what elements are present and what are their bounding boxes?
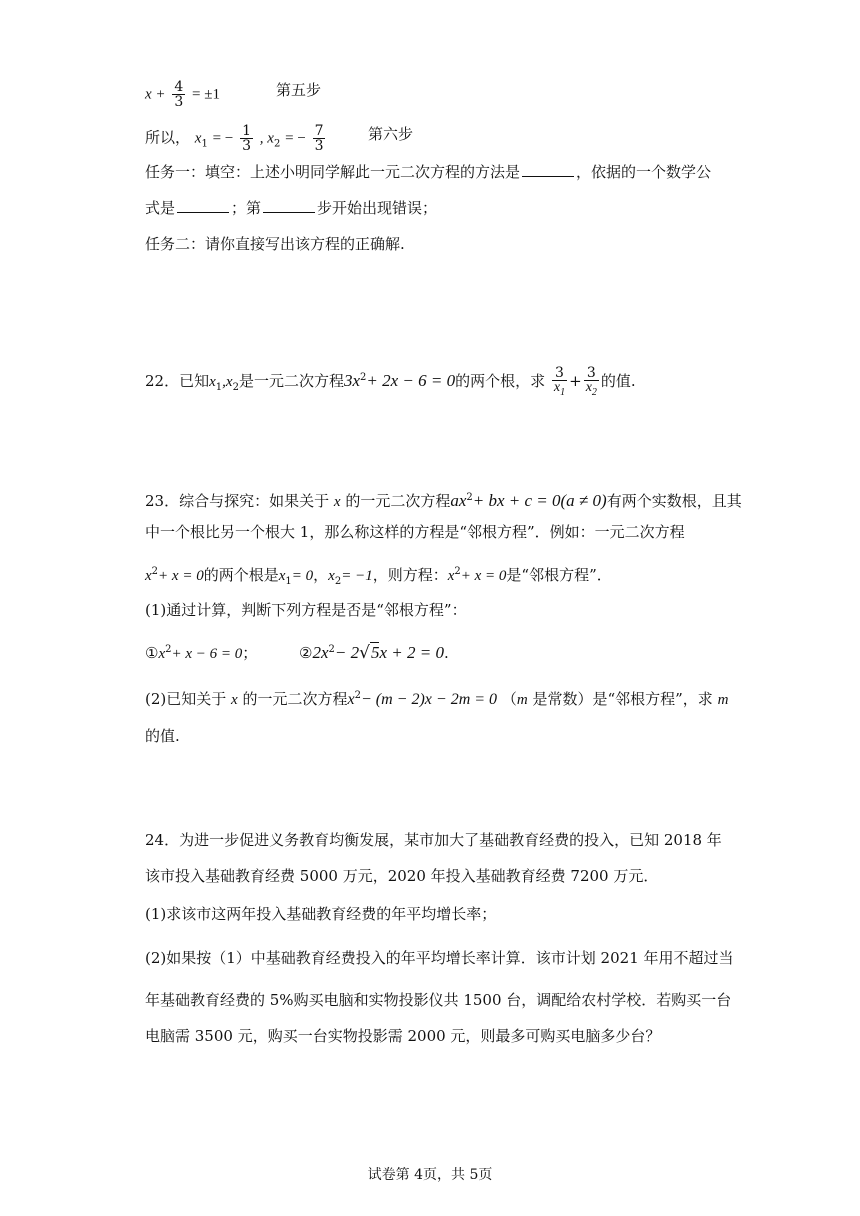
step6-eq2: = −	[285, 130, 306, 147]
q23-p2-m2: m	[717, 692, 729, 708]
q23-e2-a: 2x	[312, 643, 329, 662]
q23-l3-x1-val: = 0	[291, 568, 314, 584]
q24-part2-line2: 年基础教育经费的 5%购买电脑和实物投影仪共 1500 台，调配给农村学校．若购买一台	[145, 991, 732, 1009]
task1-text-d: ；第	[231, 199, 262, 217]
question-22	[145, 366, 636, 398]
q23-p2-text-a: (2)已知关于	[145, 690, 227, 708]
step5-eq-prefix: x +	[145, 86, 166, 103]
q23-text-b: 的一元二次方程	[345, 492, 451, 510]
q23-p2-text-d: 是常数）是“邻根方程”，求	[532, 690, 713, 708]
q23-equation-1	[145, 640, 257, 664]
q23-part2-line2: 的值.	[145, 727, 180, 745]
step5-frac-num: 4	[174, 79, 184, 95]
step5-frac-den: 3	[174, 94, 184, 110]
q23-l3-eq3-rest: + x = 0	[460, 568, 507, 584]
q23-p2-text-b: 的一元二次方程	[242, 690, 348, 708]
q23-l3-text-d: 是“邻根方程”．	[506, 566, 612, 584]
task1-line2	[145, 198, 437, 218]
q23-e1-sq: 2	[165, 644, 172, 655]
step6-label: 第六步	[368, 125, 414, 143]
task1-text-e: 步开始出现错误；	[317, 199, 438, 217]
q22-f1-num: 3	[555, 365, 564, 381]
q23-l3-x2-val: = −1	[341, 568, 373, 584]
page-footer: 试卷第 4页，共 5页	[367, 1167, 493, 1183]
step6-x1: x	[194, 130, 202, 147]
q22-text-c: 的两个根，求	[455, 371, 546, 390]
q22-f1-den-sub: 1	[560, 386, 566, 398]
q23-l3-eq-sq: 2	[151, 566, 159, 577]
q23-line3	[145, 562, 612, 592]
answer-blank-method[interactable]	[522, 162, 574, 177]
task1-text-b: ，依据的一个数学公	[576, 163, 712, 181]
q22-text-d: 的值.	[600, 371, 636, 390]
step6-x2-sub: 2	[273, 138, 281, 150]
task2-line: 任务二：请你直接写出该方程的正确解.	[145, 235, 405, 253]
q22-f1-den	[552, 380, 567, 398]
q24-part2-line3: 电脑需 3500 元，购买一台实物投影需 2000 元，则最多可购买电脑多少台？	[145, 1027, 661, 1045]
step6-fraction-1	[240, 124, 253, 153]
q23-p2-m: m	[516, 692, 528, 708]
q22-eq-a: 3x	[343, 370, 360, 390]
answer-blank-formula[interactable]	[177, 198, 229, 213]
q23-l3-text-a: 的两个根是	[203, 566, 279, 584]
q22-fraction-1	[552, 366, 567, 398]
q23-text-a: 23．综合与探究：如果关于	[145, 492, 330, 510]
q23-e2-c: x + 2 = 0	[379, 643, 444, 662]
q22-x2: ,x	[222, 373, 233, 390]
q22-fraction-2	[584, 366, 599, 398]
q23-eq-a: ax	[450, 491, 467, 510]
step6-fraction-2	[313, 124, 326, 153]
q23-p2-x: x	[231, 692, 238, 708]
step6-x2: , x	[259, 130, 274, 147]
step5-line	[145, 80, 220, 109]
q22-f2-den-sub: 2	[591, 386, 597, 398]
step6-f2-num: 7	[314, 123, 324, 139]
step6-prefix: 所以，	[145, 128, 191, 147]
q22-x1: x	[209, 373, 216, 390]
q23-p2-eq-rest: − (m − 2)x − 2m = 0	[360, 691, 498, 708]
q23-p2-eq-x: x	[347, 691, 355, 708]
step6-f2-den: 3	[314, 138, 324, 154]
q23-e2-b: − 2	[334, 643, 360, 662]
q23-l3-x2-sub: 2	[334, 576, 342, 587]
step5-fraction	[172, 80, 185, 109]
q23-eq-sq: 2	[466, 492, 473, 503]
q23-eq-b: + bx + c = 0(a ≠ 0)	[472, 491, 607, 510]
q23-line1	[145, 488, 742, 512]
q22-x2-sub: 2	[232, 381, 239, 393]
q23-e1-mark: ①	[145, 644, 159, 662]
step5-label: 第五步	[276, 81, 322, 99]
step5-eq-suffix: = ±1	[192, 86, 220, 103]
q23-part1: (1)通过计算，判断下列方程是否是“邻根方程”：	[145, 601, 467, 619]
q23-l3-x1-sub: 1	[285, 576, 292, 587]
q23-e2-end: .	[443, 644, 449, 662]
step6-f1-den: 3	[242, 138, 251, 154]
q23-l3-x2: x	[328, 568, 335, 584]
q23-e2-mark: ②	[299, 644, 313, 662]
q23-l3-text-c: ，则方程：	[372, 566, 448, 584]
step6-eq1: = −	[212, 130, 234, 147]
q23-x: x	[333, 494, 341, 510]
task1-text-c: 式是	[145, 199, 176, 217]
q22-f2-den	[584, 380, 599, 398]
q23-part2-line1	[145, 686, 728, 710]
q23-p2-eq-sq: 2	[354, 690, 361, 701]
q24-part2-line1: (2)如果按（1）中基础教育经费投入的年平均增长率计算．该市计划 2021 年用不超过当	[145, 949, 734, 967]
q23-l3-eq-rest: + x = 0	[158, 568, 204, 584]
q23-l3-eq-x: x	[145, 568, 152, 584]
q23-text-c: 有两个实数根，且其	[606, 492, 742, 510]
q23-l3-text-b: ，	[313, 566, 329, 584]
q23-equation-2	[299, 640, 449, 663]
q23-e2-sqrt-sign: √	[359, 643, 370, 663]
answer-blank-step[interactable]	[263, 198, 315, 213]
q24-line1: 24．为进一步促进义务教育均衡发展，某市加大了基础教育经费的投入，已知 2018 年	[145, 831, 722, 849]
q23-p2-text-c: （	[501, 690, 517, 708]
step6-line	[145, 124, 327, 155]
q22-text-b: 是一元二次方程	[238, 371, 344, 390]
q22-plus: +	[569, 371, 582, 390]
q23-l3-x1: x	[278, 568, 286, 584]
q23-e1-rest: + x − 6 = 0	[171, 646, 243, 662]
q23-l3-eq3-x: x	[447, 568, 455, 584]
q22-eq-sq: 2	[360, 371, 367, 383]
q22-eq-b: + 2x − 6 = 0	[366, 370, 456, 390]
q22-x1-sub: 1	[215, 381, 223, 393]
q23-line2: 中一个根比另一个根大 1，那么称这样的方程是“邻根方程”．例如：一元二次方程	[145, 523, 685, 541]
q23-e2-root: 5	[370, 643, 380, 662]
step6-x1-sub: 1	[201, 138, 208, 150]
q23-e1-end: ；	[242, 644, 258, 662]
q24-part1: (1)求该市这两年投入基础教育经费的年平均增长率；	[145, 905, 497, 923]
task1-line1	[145, 162, 711, 182]
q23-e1-x: x	[158, 646, 166, 662]
q22-text-a: 22．已知	[145, 371, 210, 390]
q23-l3-eq3-sq: 2	[454, 566, 461, 577]
q22-f2-den-x: x	[585, 380, 592, 395]
q24-line2: 该市投入基础教育经费 5000 万元，2020 年投入基础教育经费 7200 万元．	[145, 867, 659, 885]
q23-e2-sq: 2	[328, 644, 335, 655]
task1-text-a: 任务一：填空：上述小明同学解此一元二次方程的方法是	[145, 163, 521, 181]
q22-f2-num: 3	[586, 365, 596, 381]
q22-f1-den-x: x	[553, 380, 561, 395]
step6-f1-num: 1	[242, 123, 251, 139]
